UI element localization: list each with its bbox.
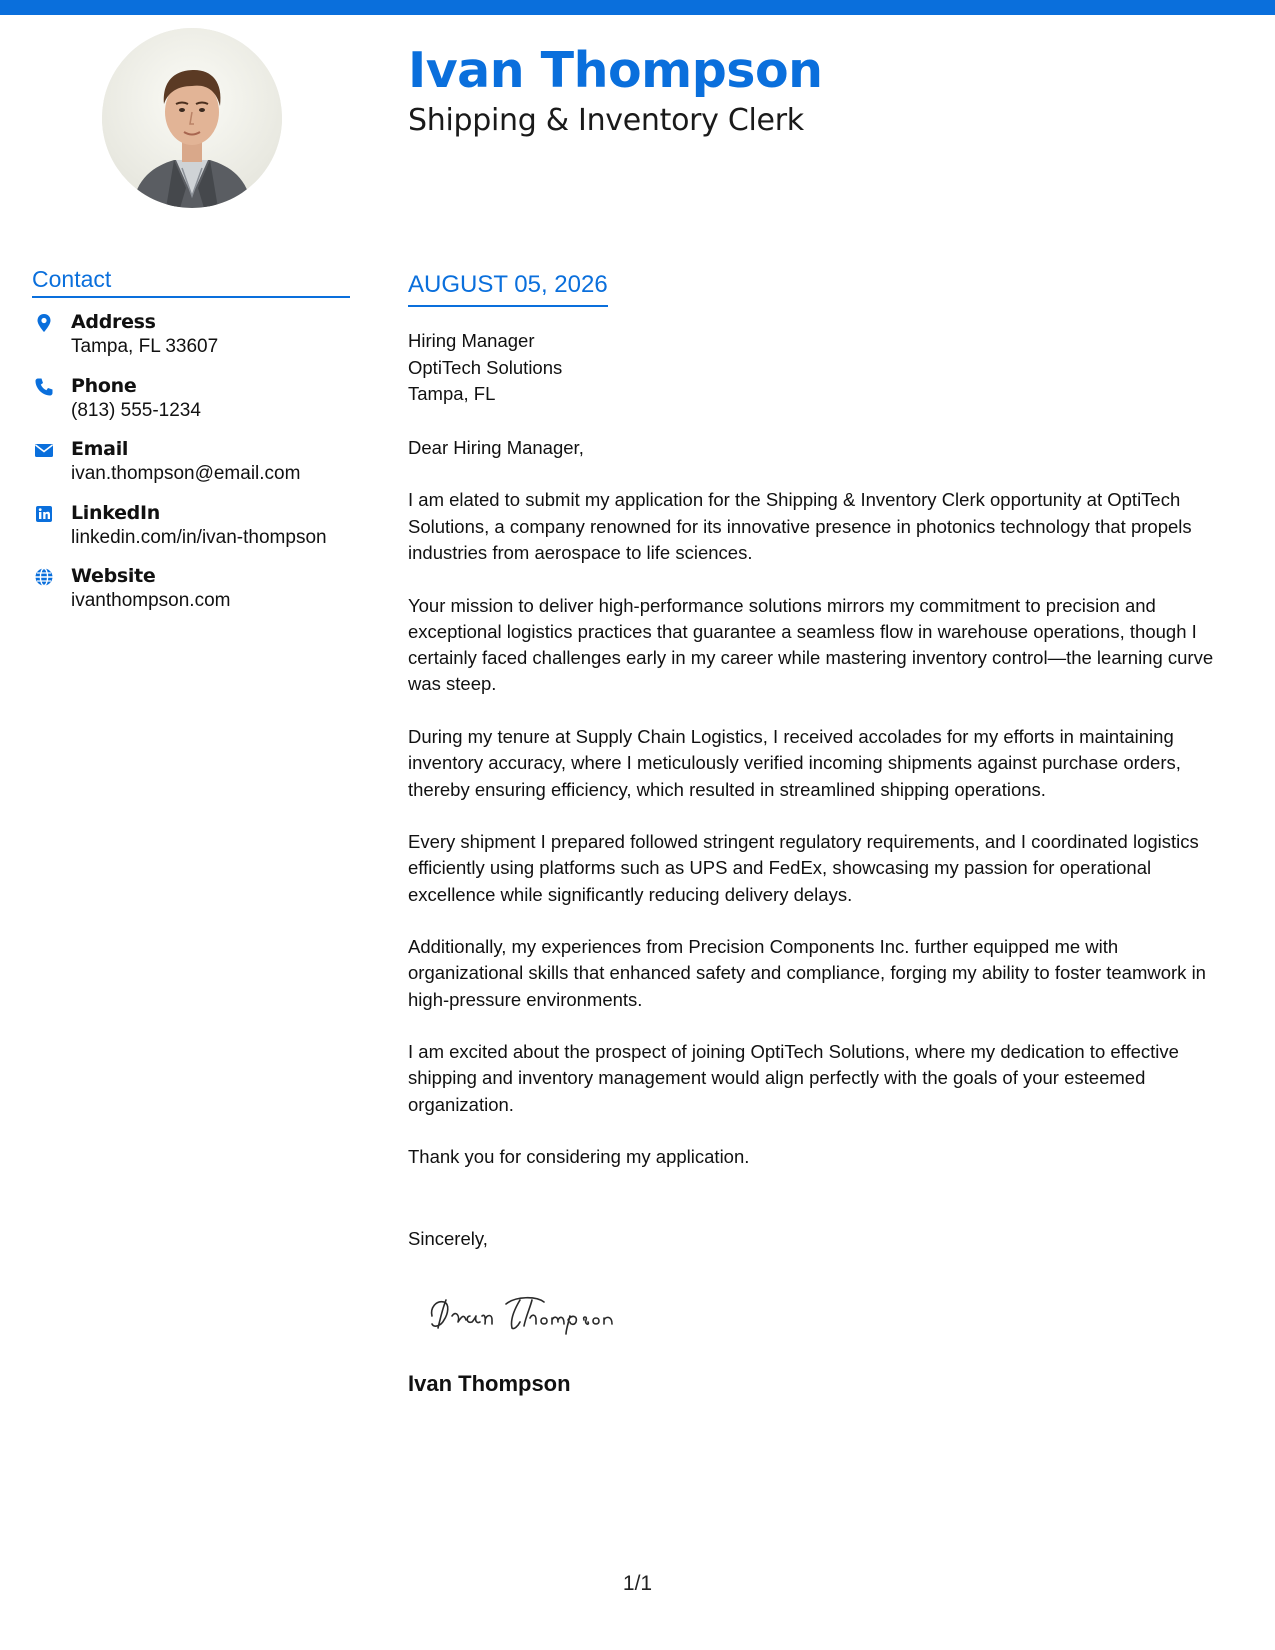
contact-item-address xyxy=(32,311,362,375)
recipient-line: OptiTech Solutions xyxy=(408,356,563,378)
contact-item-email xyxy=(32,438,362,502)
body-paragraph: Thank you for considering my application. xyxy=(408,1146,750,1168)
recipient-block xyxy=(408,328,562,408)
contact-heading: Contact xyxy=(32,266,350,298)
closing: Sincerely, xyxy=(408,1228,488,1249)
letter-body xyxy=(408,435,1238,1197)
signer-name: Ivan Thompson xyxy=(408,1371,571,1396)
contact-label: Address xyxy=(71,311,156,333)
candidate-name: Ivan Thompson xyxy=(408,42,823,99)
contact-value: ivanthompson.com xyxy=(71,590,231,611)
job-title: Shipping & Inventory Clerk xyxy=(408,103,804,138)
salutation: Dear Hiring Manager, xyxy=(408,437,584,458)
contact-item-phone xyxy=(32,375,362,439)
handwritten-signature xyxy=(426,1286,656,1336)
contact-value: ivan.thompson@email.com xyxy=(71,463,301,484)
contact-value: (813) 555-1234 xyxy=(71,399,201,421)
signature-block xyxy=(408,1228,571,1396)
contact-value: Tampa, FL 33607 xyxy=(71,336,219,357)
globe-icon xyxy=(34,567,54,587)
avatar xyxy=(102,28,282,208)
body-paragraph: I am elated to submit my application for the Shipping & Inventory Clerk opportunity at OptiTech Solutions, a company renowned for its innovative presence in photonics technology that propels industries from aerospace to life sciences. xyxy=(408,489,1192,564)
contact-label: Email xyxy=(71,438,129,460)
contact-label: Phone xyxy=(71,374,137,397)
body-paragraph: I am excited about the prospect of joining OptiTech Solutions, where my dedication to effective shipping and inventory management would align perfectly with the goals of your esteemed organization. xyxy=(408,1041,1179,1115)
letter-date: AUGUST 05, 2026 xyxy=(408,271,608,307)
recipient-line: Tampa, FL xyxy=(408,383,496,404)
body-paragraph: Your mission to deliver high-performance solutions mirrors my commitment to precision and exceptional logistics practices that guarantee a seamless flow in warehouse operations, though I certainly faced challenges early in my career while mastering inventory control—the learning curve was steep. xyxy=(408,594,1214,695)
contact-value: linkedin.com/in/ivan-thompson xyxy=(71,526,327,548)
body-paragraph: During my tenure at Supply Chain Logistics, I received accolades for my efforts in maintaining inventory accuracy, where I meticulously verified incoming shipments against purchase orders, thereby ensuring efficiency, which resulted in streamlined shipping operations. xyxy=(408,725,1181,800)
recipient-line: Hiring Manager xyxy=(408,330,535,351)
body-paragraph: Additionally, my experiences from Precision Components Inc. further equipped me with organizational skills that enhanced safety and compliance, forging my ability to foster teamwork in high-pressure environments. xyxy=(408,936,1206,1010)
page-number: 1/1 xyxy=(622,1572,653,1595)
contact-label: LinkedIn xyxy=(71,501,160,524)
contact-label: Website xyxy=(71,565,156,587)
contact-item-website xyxy=(32,565,362,629)
contact-list xyxy=(32,311,362,629)
phone-icon xyxy=(34,377,54,397)
map-pin-icon xyxy=(34,313,54,333)
mail-icon xyxy=(34,440,54,460)
top-accent-bar xyxy=(0,0,1275,15)
linkedin-icon xyxy=(34,504,54,524)
contact-item-linkedin xyxy=(32,502,362,566)
body-paragraph: Every shipment I prepared followed stringent regulatory requirements, and I coordinated logistics efficiently using platforms such as UPS and FedEx, showcasing my passion for operational excellence while significantly reducing delivery delays. xyxy=(408,831,1199,905)
